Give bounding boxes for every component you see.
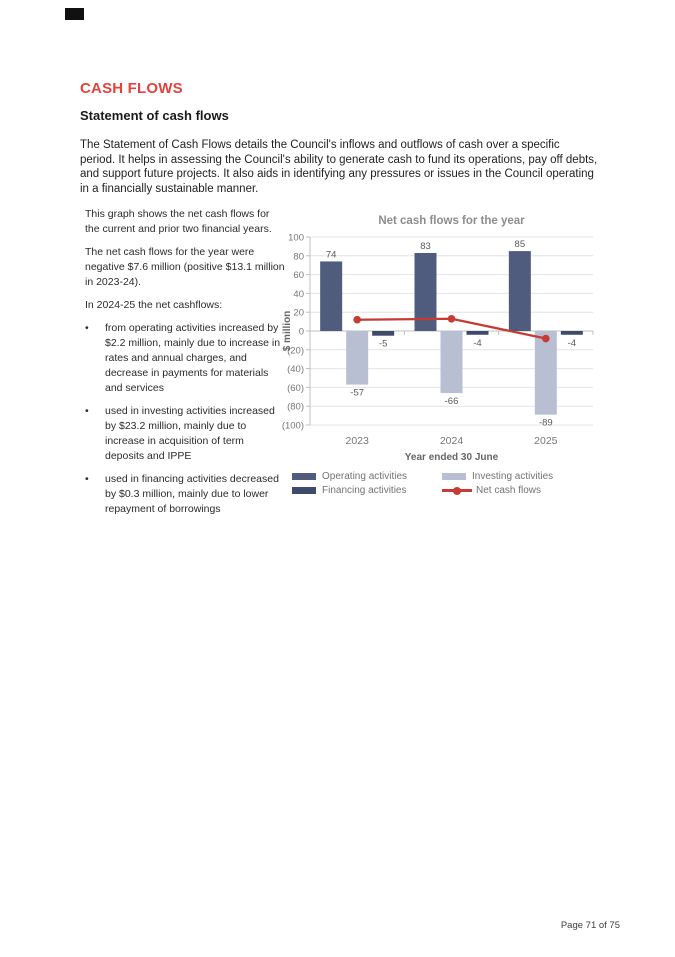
svg-text:83: 83 [420, 240, 431, 252]
chart-plot-area [280, 208, 616, 464]
swatch-icon [442, 473, 466, 480]
commentary-paragraph: In 2024-25 the net cashflows: [85, 299, 223, 311]
svg-text:-5: -5 [378, 338, 388, 350]
bar-series-0 [320, 239, 531, 331]
bullet-marker: • [85, 473, 89, 485]
legend-label: Net cash flows [476, 485, 542, 496]
swatch-icon [292, 473, 316, 480]
svg-text:-57: -57 [350, 387, 365, 399]
legend-label: Operating activities [322, 471, 408, 482]
svg-text:80: 80 [293, 251, 304, 263]
page-number: Page 71 of 75 [560, 920, 620, 931]
intro-paragraph: The Statement of Cash Flows details the Council's inflows and outflows of cash over a specific period. It helps in assessing the Council's ability to generate cash to fund its operations, pay off debts, and support future projects. It also aids in identifying any pressures or issues in the Council operating in a financially sustainable manner. [80, 139, 598, 195]
bullet-marker: • [85, 405, 89, 417]
commentary-paragraph: This graph shows the net cash flows for the current and prior two financial years. [85, 208, 272, 235]
svg-text:-66: -66 [444, 396, 459, 408]
legend-label: Investing activities [472, 471, 554, 482]
x-axis-label: 2023 [345, 435, 369, 447]
x-axis-label: 2025 [534, 435, 558, 447]
x-axis-title: Year ended 30 June [404, 452, 499, 463]
legend-item-investing-activities [442, 471, 616, 482]
legend-item-financing-activities [292, 485, 442, 496]
chart-commentary [85, 207, 285, 525]
bullet-item [85, 321, 285, 396]
black-marker [65, 8, 84, 20]
swatch-icon [292, 487, 316, 494]
bullet-item [85, 472, 285, 517]
svg-text:-89: -89 [538, 417, 553, 429]
legend-item-net-cash-flows [442, 485, 616, 496]
svg-text:(60): (60) [287, 382, 304, 394]
svg-text:-4: -4 [473, 337, 482, 349]
svg-text:85: 85 [514, 239, 526, 251]
bullet-text: used in investing activities increased by $23.2 million, mainly due to increase in acquisition of term deposits and IPPE [105, 405, 275, 462]
x-axis-label: 2024 [439, 435, 464, 447]
bullet-item [85, 404, 285, 464]
svg-text:20: 20 [293, 307, 304, 319]
section-heading: Statement of cash flows [80, 108, 229, 123]
svg-text:0: 0 [298, 326, 304, 338]
bullet-text: used in financing activities decreased by $0.3 million, mainly due to lower repayment of borrowings [105, 473, 279, 515]
y-axis-title: $ million [282, 310, 293, 352]
svg-text:(100): (100) [281, 420, 304, 432]
chart-title: Net cash flows for the year [378, 215, 525, 227]
bullet-marker: • [85, 322, 89, 334]
svg-text:-4: -4 [567, 337, 577, 349]
net-cash-flows-chart [280, 208, 616, 496]
legend-label: Financing activities [322, 485, 407, 496]
svg-text:(20): (20) [287, 345, 304, 357]
commentary-paragraph: The net cash flows for the year were negative $7.6 million (positive $13.1 million in 2023-24). [85, 246, 285, 288]
svg-text:(40): (40) [287, 364, 304, 376]
page-title: CASH FLOWS [80, 80, 183, 97]
legend-item-operating-activities [292, 471, 442, 482]
svg-text:74: 74 [325, 249, 337, 261]
svg-text:40: 40 [293, 288, 304, 300]
bar-series-1 [346, 331, 557, 429]
line-marker-icon [442, 489, 472, 492]
svg-text:60: 60 [293, 270, 304, 282]
chart-legend [292, 471, 616, 496]
bullet-text: from operating activities increased by $2.2 million, mainly due to increase in rates and annual charges, and decrease in payments for materials and services [105, 322, 281, 394]
svg-text:(80): (80) [287, 401, 304, 413]
svg-text:100: 100 [288, 232, 304, 244]
